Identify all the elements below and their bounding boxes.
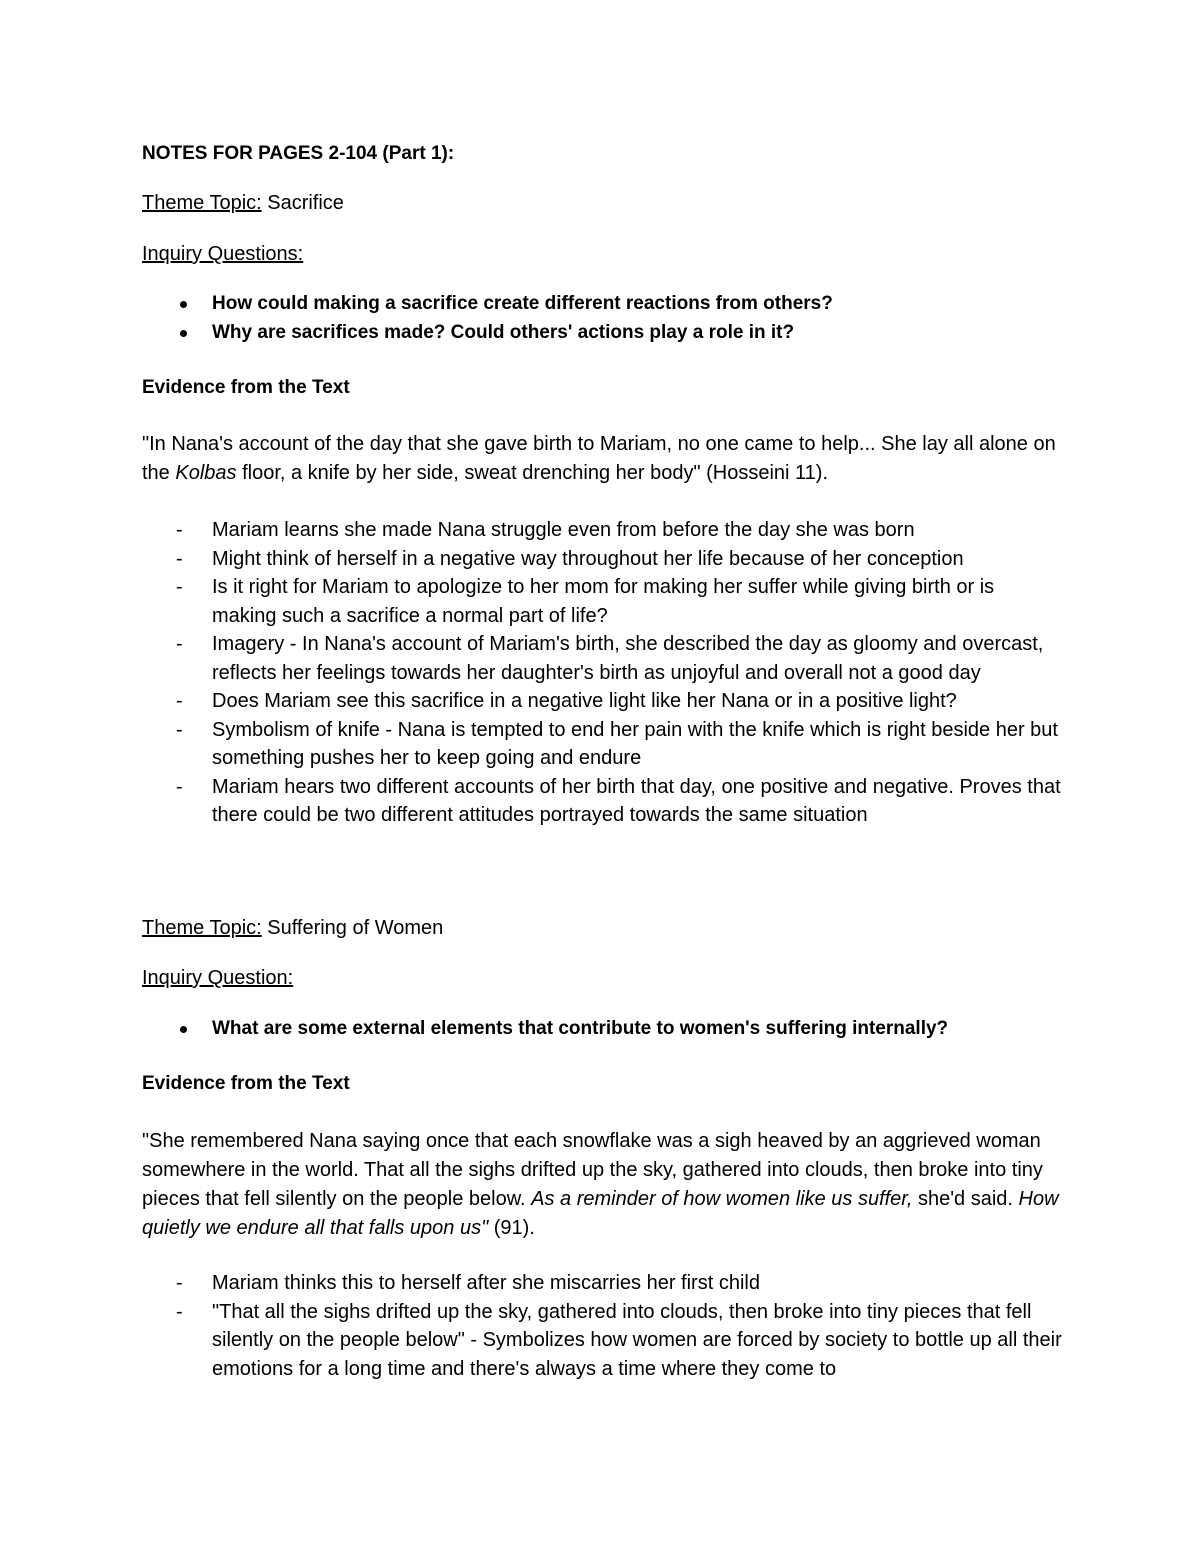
- dash-marker: -: [176, 576, 183, 598]
- inquiry-question-item: How could making a sacrifice create different reactions from others?: [142, 289, 1062, 318]
- analysis-note: - Imagery - In Nana's account of Mariam's birth, she described the day as gloomy and overcast, reflects her feelings towards her daughter's birth as unjoyful and overall not a good day: [142, 630, 1062, 687]
- theme-topic-sacrifice: [142, 189, 1062, 218]
- dash-marker: -: [176, 1300, 183, 1323]
- dash-marker: -: [176, 519, 183, 541]
- dash-marker: -: [176, 690, 183, 712]
- inquiry-question-label: Inquiry Question:: [142, 967, 294, 989]
- theme-topic-value: Suffering of Women: [261, 917, 444, 939]
- analysis-note: - Might think of herself in a negative way throughout her life because of her conception: [142, 545, 1062, 574]
- evidence-heading: Evidence from the Text: [142, 377, 350, 398]
- bullet-dot-icon: [180, 1026, 187, 1033]
- theme-topic-label: Theme Topic:: [142, 917, 262, 939]
- theme-topic-value: Sacrifice: [261, 192, 344, 214]
- inquiry-question-list: [142, 289, 1062, 347]
- evidence-heading: Evidence from the Text: [142, 1073, 350, 1094]
- theme-topic-suffering: [142, 914, 1062, 943]
- bullet-dot-icon: [180, 330, 187, 337]
- evidence-quote: "She remembered Nana saying once that each snowflake was a sigh heaved by an aggrieved woman somewhere in the world. That all the sighs drifted up the sky, gathered into clouds, then broke into tiny pieces that fell silently on the people below. As a reminder of how women like us suffer, she'd said. How quietly we endure all that falls upon us" (91).: [142, 1130, 1059, 1239]
- evidence-quote: "In Nana's account of the day that she gave birth to Mariam, no one came to help... She lay all alone on the Kolbas floor, a knife by her side, sweat drenching her body" (Hosseini 11).: [142, 433, 1056, 484]
- inquiry-question-list: [142, 1014, 1062, 1043]
- analysis-note: - Is it right for Mariam to apologize to her mom for making her suffer while giving birth or is making such a sacrifice a normal part of life?: [142, 573, 1062, 630]
- analysis-note: - Mariam hears two different accounts of her birth that day, one positive and negative. Proves that there could be two different attitudes portrayed towards the same situation: [142, 773, 1062, 830]
- dash-marker: -: [176, 633, 183, 655]
- dash-marker: -: [176, 547, 183, 570]
- analysis-notes-list: [142, 1269, 1062, 1383]
- analysis-note: - "That all the sighs drifted up the sky, gathered into clouds, then broke into tiny pieces that fell silently on the people below" - Symbolizes how women are forced by society to bottle up all their emotions for a long time and there's always a time where they come to: [142, 1298, 1062, 1384]
- inquiry-question-item: What are some external elements that contribute to women's suffering internally?: [142, 1014, 1062, 1043]
- page-title: NOTES FOR PAGES 2-104 (Part 1):: [142, 143, 455, 164]
- dash-marker: -: [176, 718, 183, 741]
- bullet-dot-icon: [180, 301, 187, 308]
- analysis-note: - Symbolism of knife - Nana is tempted to end her pain with the knife which is right beside her but something pushes her to keep going and endure: [142, 716, 1062, 773]
- inquiry-questions-label: Inquiry Questions:: [142, 243, 304, 265]
- analysis-note: - Does Mariam see this sacrifice in a negative light like her Nana or in a positive light?: [142, 687, 1062, 716]
- inquiry-question-item: Why are sacrifices made? Could others' actions play a role in it?: [142, 318, 1062, 347]
- analysis-notes-list: [142, 516, 1062, 830]
- analysis-note: - Mariam learns she made Nana struggle even from before the day she was born: [142, 516, 1062, 545]
- dash-marker: -: [176, 775, 183, 798]
- dash-marker: -: [176, 1272, 183, 1294]
- analysis-note: - Mariam thinks this to herself after she miscarries her first child: [142, 1269, 1062, 1298]
- theme-topic-label: Theme Topic:: [142, 192, 262, 214]
